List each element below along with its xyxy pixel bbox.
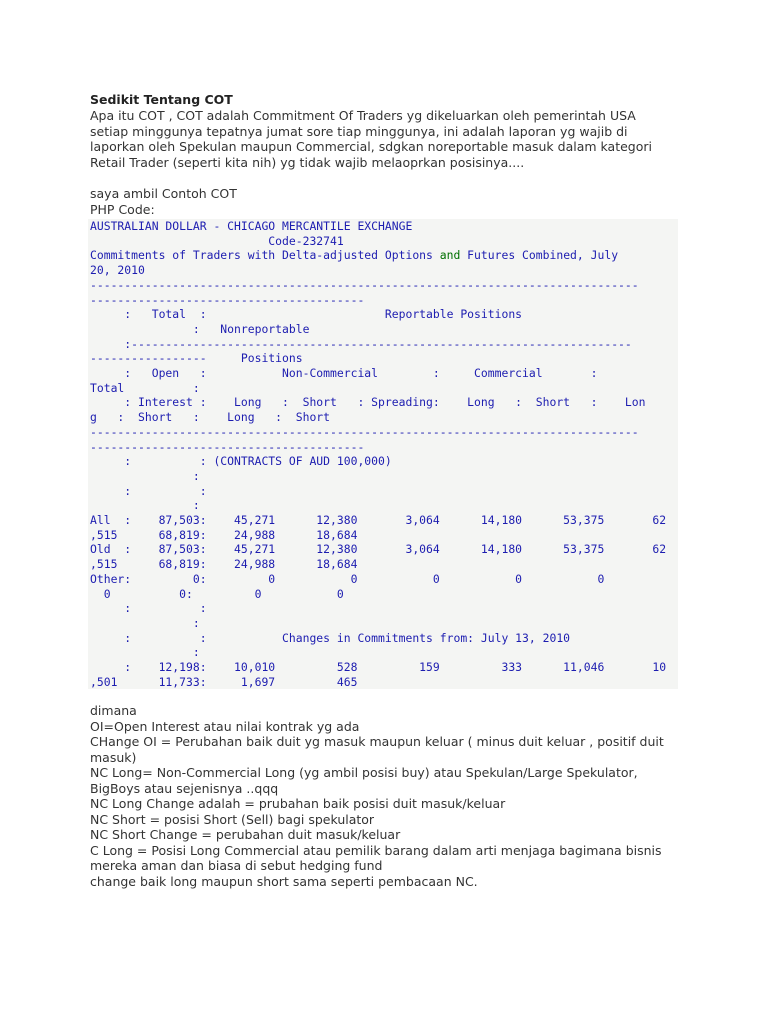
- code-line: : Open : Non-Commercial : Commercial :: [90, 366, 598, 381]
- code-divider: --------------------------------------------------------------------------------: [90, 277, 639, 292]
- code-line: : :: [90, 601, 207, 616]
- code-line: :: [90, 615, 200, 630]
- explanation-line: change baik long maupun short sama seperti pembacaan NC.: [90, 873, 478, 889]
- data-row-changes-cont: ,501 11,733: 1,697 465: [90, 674, 358, 689]
- explanation-line: C Long = Posisi Long Commercial atau pemilik barang dalam arti menjaga bagimana bisnis: [90, 842, 662, 858]
- code-line: Futures Combined, July: [460, 248, 619, 263]
- code-line: : Total : Reportable Positions: [90, 307, 523, 322]
- data-row-changes: : 12,198: 10,010 528 159 333 11,046 10: [90, 660, 667, 675]
- code-line: :: [90, 498, 200, 513]
- intro-paragraph: Apa itu COT , COT adalah Commitment Of Traders yg dikeluarkan oleh pemerintah USA setiap minggunya tepatnya jumat sore tiap minggunya, ini adalah laporan yg wajib di laporkan oleh Spekulan maupun Commercial, sdgkan noreportable masuk dalam kategori Retail Trader (seperti kita nih) yg tidak wajib melaoprkan posisinya....: [90, 108, 652, 170]
- code-keyword: and: [439, 248, 461, 263]
- code-line: : : (CONTRACTS OF AUD 100,000): [90, 454, 392, 469]
- data-row-other: Other: 0: 0 0 0 0 0: [90, 571, 605, 586]
- article: [90, 92, 690, 217]
- data-row-all-cont: ,515 68,819: 24,988 18,684: [90, 527, 358, 542]
- explanation-line: mereka aman dan biasa di sebut hedging fund: [90, 858, 383, 873]
- data-row-all: All : 87,503: 45,271 12,380 3,064 14,180 53,375 62: [90, 513, 667, 528]
- code-line: :-------------------------------------------------------------------------: [90, 336, 632, 351]
- code-divider: ----------------------------------------: [90, 439, 365, 454]
- explanation-line: BigBoys atau sejenisnya ..qqq: [90, 780, 279, 796]
- code-line: : Interest : Long : Short : Spreading: Long : Short : Lon: [90, 395, 646, 410]
- code-line: :: [90, 468, 200, 483]
- explanation-line: NC Long= Non-Commercial Long (yg ambil posisi buy) atau Spekulan/Large Spekulator,: [90, 765, 638, 780]
- explanation-line: dimana: [90, 703, 137, 718]
- data-row-old-cont: ,515 68,819: 24,988 18,684: [90, 557, 358, 572]
- code-line: 20, 2010: [90, 263, 145, 278]
- code-line: Total :: [90, 380, 200, 395]
- data-row-other-cont: 0 0: 0 0: [90, 586, 344, 601]
- code-label: PHP Code:: [90, 201, 155, 217]
- cot-report-text: [88, 219, 678, 689]
- explanation-line: masuk): [90, 749, 137, 765]
- code-line: AUSTRALIAN DOLLAR - CHICAGO MERCANTILE EXCHANGE: [90, 219, 413, 233]
- explanation-line: NC Long Change adalah = prubahan baik posisi duit masuk/keluar: [90, 796, 506, 811]
- code-line: g : Short : Long : Short: [90, 410, 331, 425]
- data-row-old: Old : 87,503: 45,271 12,380 3,064 14,180 53,375 62: [90, 542, 667, 557]
- explanation-line: NC Short = posisi Short (Sell) bagi spekulator: [90, 811, 375, 827]
- code-line: : Nonreportable: [90, 321, 310, 336]
- code-block[interactable]: [88, 219, 678, 689]
- code-line: :: [90, 645, 200, 660]
- example-line: saya ambil Contoh COT: [90, 186, 237, 201]
- code-line: Code-232741: [90, 233, 344, 248]
- changes-heading: : : Changes in Commitments from: July 13, 2010: [90, 630, 571, 645]
- code-divider: ----------------------------------------: [90, 292, 365, 307]
- code-divider: --------------------------------------------------------------------------------: [90, 424, 639, 439]
- code-line: ----------------- Positions: [90, 351, 303, 366]
- explanation: [90, 703, 690, 889]
- article-title: Sedikit Tentang COT: [90, 92, 233, 107]
- explanation-line: OI=Open Interest atau nilai kontrak yg ada: [90, 718, 360, 734]
- explanation-line: CHange OI = Perubahan baik duit yg masuk maupun keluar ( minus duit keluar , positif duit: [90, 734, 664, 749]
- spacer: [90, 170, 690, 186]
- code-line: Commitments of Traders with Delta-adjusted Options: [90, 248, 440, 263]
- explanation-line: NC Short Change = perubahan duit masuk/keluar: [90, 827, 401, 842]
- code-line: : :: [90, 483, 207, 498]
